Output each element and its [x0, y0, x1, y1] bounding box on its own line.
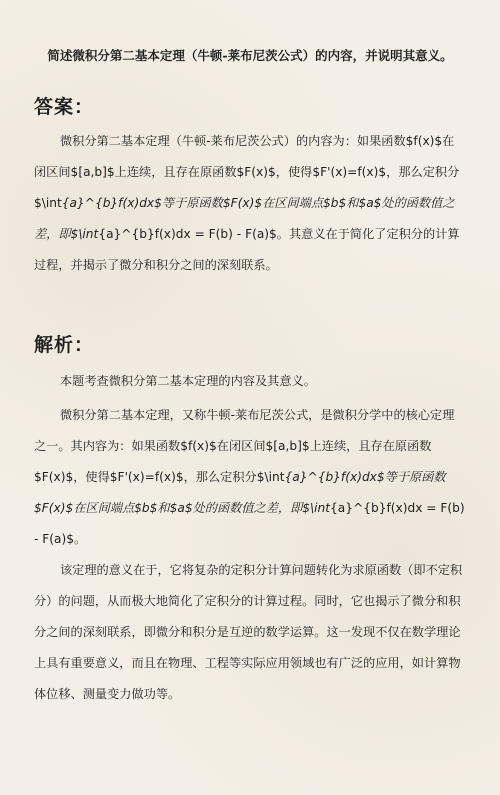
answer-text-3: {a}^{b}f(x)dx = F(b) - F(a)$。其意义在于简化了定积分的计算过程，并揭示了微分和积分之间的深刻联系。	[34, 227, 460, 272]
analysis-theorem-paragraph	[34, 400, 466, 555]
analysis-intro: 本题考查微积分第二基本定理的内容及其意义。	[60, 374, 316, 388]
answer-heading: 答案：	[34, 96, 95, 118]
analysis-text-1: 微积分第二基本定理，又称牛顿-莱布尼茨公式，是微积分学中的核心定理之一。其内容为：如果函数$f(x)$在闭区间$[a,b]$上连续，且存在原函数$F(x)$，使得$F'(x)=f(x)$，那么定积分$\int	[34, 408, 455, 484]
answer-text-1: 微积分第二基本定理（牛顿-莱布尼茨公式）的内容为：如果函数$f(x)$在闭区间$[a,b]$上连续，且存在原函数$F(x)$，使得$F'(x)=f(x)$，那么定积分$\int	[34, 134, 460, 210]
analysis-text-2-italic: {a}^{b}f(x)dx$等于原函数$F(x)$在区间端点$b$和$a$处的函数值之差，即$\int	[34, 470, 446, 515]
analysis-heading: 解析：	[34, 334, 95, 356]
analysis-significance-paragraph: 该定理的意义在于，它将复杂的定积分计算问题转化为求原函数（即不定积分）的问题，从而极大地简化了定积分的计算过程。同时，它也揭示了微分和积分之间的深刻联系，即微分和积分是互逆的数学运算。这一发现不仅在数学理论上具有重要意义，而且在物理、工程等实际应用领域也有广泛的应用，如计算物体位移、测量变力做功等。	[34, 563, 463, 701]
analysis-text-3: {a}^{b}f(x)dx = F(b) - F(a)$。	[34, 501, 465, 546]
answer-paragraph	[34, 126, 466, 281]
question-text: 简述微积分第二基本定理（牛顿-莱布尼茨公式）的内容，并说明其意义。	[47, 48, 453, 63]
answer-text-2-italic: {a}^{b}f(x)dx$等于原函数$F(x)$在区间端点$b$和$a$处的函数值之差，即$\int	[34, 196, 455, 241]
